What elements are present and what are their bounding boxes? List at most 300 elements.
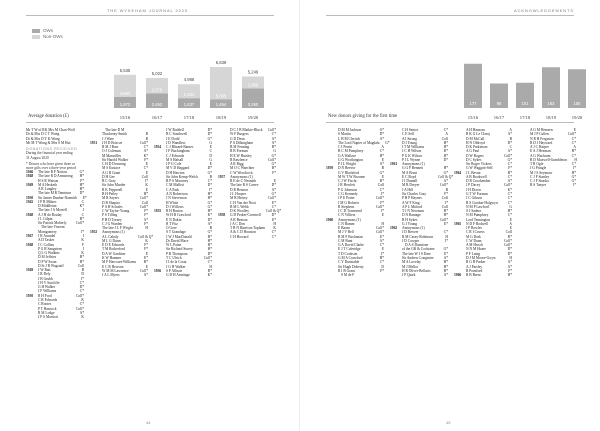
donor-house-code: B* <box>379 179 384 184</box>
donor-house-code: H <box>209 264 212 269</box>
donor-name: D Middleton <box>38 204 57 209</box>
donor-row <box>90 273 148 277</box>
donor-name: A R Longley <box>38 187 57 192</box>
donor-house-code: C* <box>571 153 576 158</box>
donor-name: D A S Dunstone <box>405 243 429 248</box>
donor-house-code: Coll & Q* <box>266 209 282 214</box>
bar-total-label: 5,249 <box>247 69 259 75</box>
donor-name: B S Tanyer <box>530 183 547 188</box>
note-line: Mr M T Wong & Mrs S M Hui <box>26 140 71 145</box>
donor-name: J E Dodd <box>166 136 180 141</box>
donor-name: A D Tasker <box>38 238 55 243</box>
bar-value-label: 1,872 <box>119 102 131 107</box>
donor-name: B M L Webb <box>230 204 249 209</box>
donor-name: W L Paine <box>166 243 182 248</box>
donor-house-code: B <box>445 187 448 192</box>
donor-name: W F Burgess <box>230 132 249 137</box>
donor-name: D W Rogers <box>466 153 484 158</box>
donor-house-code: I* <box>145 179 148 184</box>
donor-name: L H M Cleritch <box>338 136 361 141</box>
donor-name: J A L Myers <box>102 273 120 278</box>
donor-house-code: C* <box>571 140 576 145</box>
donor-house-code: F* <box>272 170 276 175</box>
donor-year: 1956 <box>154 268 162 273</box>
donor-house-code: F* <box>380 268 384 273</box>
donor-name: R S Gordon-Holgwyn <box>466 200 498 205</box>
donor-name: S J Sadera <box>466 209 481 214</box>
donor-name: M S Eustace <box>102 166 121 171</box>
donor-name: The late R S Carrev <box>230 183 259 188</box>
donor-name: The late W I S Dare <box>402 251 431 256</box>
donor-name: B M Fenning <box>230 145 250 150</box>
donor-name: D C J B Blaikie-Bluck <box>230 128 263 132</box>
x-tick-label: 16/17 <box>493 115 505 120</box>
donor-year: 1964 <box>454 170 462 175</box>
donor-house-code: C* <box>507 213 512 218</box>
donor-year: 1948 <box>26 242 34 247</box>
x-tick-label: 16/17 <box>151 115 163 120</box>
donor-list-column <box>90 128 154 278</box>
donor-house-code: C* <box>571 136 576 141</box>
donor-year: 1950 <box>26 293 34 298</box>
donor-name: C W Dunn <box>466 238 482 243</box>
donor-name: J H V Sutcliffe <box>38 280 60 285</box>
donor-house-code: F* <box>444 191 448 196</box>
donor-name: R I B Grant <box>338 268 355 273</box>
donor-name: R Stephens <box>338 204 355 209</box>
donor-house-code: B <box>381 166 384 171</box>
donor-name: H N Oldroyd <box>466 140 485 145</box>
donor-name: J W J MacDonald <box>166 234 192 239</box>
donor-name: C N Bamm <box>338 221 355 226</box>
donor-house-code: D* <box>207 128 212 132</box>
donor-house-code: A* <box>379 128 384 132</box>
donor-house-code: F* <box>380 200 384 205</box>
donor-list-column <box>454 128 512 277</box>
donor-house-code: E* <box>82 195 87 200</box>
donor-house-code: K* <box>507 187 512 192</box>
donor-house-code: Coll <box>505 230 512 235</box>
donor-house-code: H <box>574 157 577 162</box>
donor-house-code: H* <box>143 191 148 196</box>
donor-house-code: B* <box>207 243 212 248</box>
donor-house-code: D* <box>507 140 512 145</box>
donor-name: E J T Coleridge <box>338 247 361 252</box>
donor-name: D A W Gardiner <box>102 251 126 256</box>
donor-house-code: I* <box>445 238 448 243</box>
donor-house-code: I <box>82 233 84 238</box>
donor-name: D R Crookenden <box>466 179 491 184</box>
donor-name: J C Gibson <box>466 196 482 201</box>
donor-house-code: E <box>145 187 148 192</box>
bar-value-label: 1,637 <box>183 102 195 107</box>
donor-house-code: C* <box>207 179 212 184</box>
donor-year: 1962 <box>390 226 398 231</box>
donor-house-code: A* <box>271 140 276 145</box>
donor-house-code: G* <box>507 157 512 162</box>
donor-house-code: B <box>209 226 212 231</box>
donor-name: R K Pepperell <box>102 187 123 192</box>
legend-label: OWs <box>43 28 53 33</box>
donor-house-code: G* <box>443 170 448 175</box>
donor-name: D M M Jackson <box>338 128 362 132</box>
donor-name: S T Grandage <box>166 230 186 235</box>
donor-house-code: D* <box>271 213 276 218</box>
donor-name: J P Quirk <box>402 273 416 278</box>
donor-year: 1959 <box>326 166 334 171</box>
donor-house-code: E* <box>144 255 148 260</box>
donor-name: A J C Harper <box>530 145 549 150</box>
donor-house-code: F* <box>144 247 148 252</box>
donor-name: P T Hancock <box>38 306 57 311</box>
donor-house-code: K* <box>143 153 148 158</box>
chart-title: New donors giving for the first time <box>328 114 398 119</box>
donor-name: T D Cookson <box>338 251 358 256</box>
donor-name: R Ponsford <box>466 268 483 273</box>
donor-house-code: E* <box>272 200 276 205</box>
donor-house-code: D* <box>207 132 212 137</box>
donor-name: G A Wallace <box>338 153 357 158</box>
donor-house-code: B* <box>271 145 276 150</box>
donor-name: T B N Harrison Topham <box>230 226 265 231</box>
donor-name: B H Petley <box>102 191 118 196</box>
donor-house-code: H* <box>443 153 448 158</box>
running-head: THE WYKEHAM JOURNAL 2020 <box>107 8 189 13</box>
donor-house-code: Coll* <box>76 306 84 311</box>
donor-house-code: E <box>509 226 512 231</box>
donor-name: J P E Potter <box>338 196 355 201</box>
donor-house-code: A* <box>379 136 384 141</box>
donor-name: B C Southwell <box>166 132 188 137</box>
donor-house-code: Coll & Q* <box>138 234 154 239</box>
donor-house-code: A <box>445 132 448 137</box>
donor-name: A R Benson <box>230 217 248 222</box>
donor-name: The late J A Morrell <box>38 208 67 213</box>
donor-house-code: H* <box>207 238 212 243</box>
donor-house-code: A <box>509 128 512 132</box>
donor-house-code: F* <box>144 157 148 162</box>
donor-house-code: D <box>209 153 212 158</box>
donor-house-code: A* <box>271 136 276 141</box>
donor-house-code: H* <box>79 182 84 187</box>
donor-house-code: E <box>273 179 276 184</box>
bar-value-label: 2,452 <box>151 102 163 107</box>
donor-house-code: A* <box>507 264 512 269</box>
donor-house-code: B* <box>79 255 84 260</box>
donor-name: R M F Buchanan <box>338 234 363 239</box>
donor-house-code: K* <box>207 273 212 278</box>
donor-house-code: I* <box>445 200 448 205</box>
donor-name: G W Waggott-Sell <box>466 166 493 171</box>
bar-value-label: 101 <box>521 101 529 106</box>
period-line: During the financial year ending <box>26 151 73 156</box>
donor-house-code: H* <box>443 264 448 269</box>
donor-house-code: A* <box>271 187 276 192</box>
donor-house-code: E <box>145 264 148 269</box>
donor-house-code <box>374 273 384 277</box>
donor-name: M R Sayers <box>102 196 119 201</box>
donor-house-code: G <box>209 140 212 145</box>
bar-value-label: 3,663 <box>119 90 131 96</box>
donor-name: P G R Sangstern <box>38 246 62 251</box>
donor-name: J W Batt <box>38 268 51 273</box>
donor-year <box>518 183 530 187</box>
bar-value-label: 98 <box>496 101 502 106</box>
donor-house-code: Coll* <box>504 238 512 243</box>
donor-name: C J W Fischi <box>338 179 357 184</box>
donor-year: 1949 <box>26 182 34 187</box>
right-page <box>300 0 600 431</box>
donor-name: T M Rotherford <box>102 247 125 252</box>
donor-name: D M Jeffries <box>38 255 57 260</box>
donor-house-code: D* <box>207 183 212 188</box>
donor-name: M L G Dunn <box>102 238 121 243</box>
donor-row <box>154 273 212 277</box>
donor-house-code: Coll <box>77 263 84 268</box>
donor-name: P H P Haynes <box>402 196 422 201</box>
header-rule <box>326 15 574 16</box>
donor-house-code: Coll* <box>268 196 276 201</box>
donor-name: R T Fitz <box>166 221 178 226</box>
donor-name: N N M Hoare <box>466 247 486 252</box>
x-tick-label: 17/18 <box>183 115 195 120</box>
donor-house-code: D* <box>507 251 512 256</box>
donor-house-code: G* <box>271 162 276 167</box>
donor-house-code: H* <box>571 170 576 175</box>
donor-name: J H Dixon <box>466 187 481 192</box>
donor-name: A G Paul <box>466 149 480 154</box>
donor-name: M Marseilles <box>102 153 122 158</box>
donor-name: R Rawlence <box>230 157 248 162</box>
legend-swatch <box>32 29 40 33</box>
donor-house-code: Coll* <box>376 230 384 235</box>
donor-name: P G K Wilson <box>402 153 422 158</box>
donor-name: C W Taylor-Young <box>102 209 130 214</box>
donor-house-code: C* <box>507 191 512 196</box>
donor-house-code: A* <box>207 221 212 226</box>
donor-name: G J Young <box>402 221 418 226</box>
donor-house-code: I <box>82 246 84 251</box>
donor-house-code: G* <box>571 174 576 179</box>
donor-name: C J Blizard-Barnes <box>166 145 194 150</box>
donor-name: R H Ford <box>38 293 52 298</box>
donor-name: M O C Waechter <box>230 166 255 171</box>
donor-house-code: B* <box>79 216 84 221</box>
donor-house-code: G* <box>271 191 276 196</box>
donor-house-code: Coll <box>441 196 448 201</box>
donor-name: J R Hewlett <box>338 183 355 188</box>
donor-name: J B Grubb <box>38 276 53 281</box>
donor-name: Sir Charles Gray <box>402 191 427 196</box>
donor-house-code: C* <box>79 280 84 285</box>
donor-name: J P Dacey <box>466 183 481 188</box>
donor-year: 1951 <box>90 140 98 145</box>
donor-house-code: A* <box>379 238 384 243</box>
donor-name: D M McCall <box>466 136 485 141</box>
donor-name: E Baum <box>338 226 350 231</box>
donor-house-code: D* <box>443 157 448 162</box>
donor-house-code: Coll <box>377 183 384 188</box>
donor-name: D St J R Wagstaff <box>38 263 64 268</box>
donor-house-code: A* <box>443 255 448 260</box>
note-line: Dr & Mrs D Y K Wong <box>26 136 60 141</box>
donor-house-code: K <box>273 226 276 231</box>
donor-name: D R Henson <box>230 187 248 192</box>
donor-house-code: Coll <box>441 204 448 209</box>
donor-name: C N Villiers <box>338 213 356 218</box>
donor-house-code: Coll* <box>440 217 448 222</box>
donor-name: A N Robertson <box>166 191 188 196</box>
donor-name: M A Brust <box>402 170 417 175</box>
donor-house-code: A <box>573 145 576 150</box>
donor-year: 1961 <box>390 162 398 167</box>
donor-house-code: E* <box>380 234 384 239</box>
donor-row <box>390 273 448 277</box>
donor-name: Q L G Watkins <box>38 251 60 256</box>
header-rule <box>26 15 274 16</box>
bar-total-label: 5,022 <box>151 70 163 76</box>
donor-house-code: H* <box>79 259 84 264</box>
donor-list-column <box>390 128 454 278</box>
donor-house-code: C* <box>379 149 384 154</box>
donor-name: C J Edwards <box>166 153 185 158</box>
donor-name: P J L Wynne <box>402 157 421 162</box>
donor-house-code: E <box>509 217 512 222</box>
donor-name: D C Sykes <box>466 157 482 162</box>
donor-name: T C Ulrich <box>166 255 182 260</box>
donor-name: A I Strong <box>402 136 417 141</box>
donor-name: The late J L F Wright <box>102 226 133 231</box>
donor-house-code: C* <box>379 187 384 192</box>
donor-house-code: I* <box>381 191 384 196</box>
donor-house-code: C <box>509 145 512 150</box>
donor-house-code: G* <box>443 247 448 252</box>
donor-house-code: K <box>145 238 148 243</box>
donor-name: Sir James Dunbar-Nasmith <box>38 195 77 200</box>
donor-name: C J F Stradia <box>530 179 549 184</box>
donor-house-code: F* <box>508 268 512 273</box>
donor-house-code: F* <box>144 221 148 226</box>
donor-name: O J Coleman <box>102 149 121 154</box>
donor-house-code: C* <box>507 174 512 179</box>
donor-row <box>326 273 384 277</box>
donor-list-column <box>518 128 576 188</box>
donor-name: E C R Hewson <box>102 264 124 269</box>
donor-name: G A David Clarke <box>338 243 364 248</box>
donor-house-code: B* <box>443 268 448 273</box>
donor-name: D B Shapiro <box>102 200 120 205</box>
donor-name: R D J Hayward <box>530 140 553 145</box>
donor-name: J P G Cole <box>166 162 182 167</box>
x-tick-label: 17/18 <box>519 115 531 120</box>
donor-name: J R Dely <box>38 272 51 277</box>
donor-house-code: F* <box>144 213 148 218</box>
donor-house-code: K* <box>79 204 84 209</box>
donor-house-code: G <box>273 149 276 154</box>
donor-house-code: D* <box>271 183 276 188</box>
donor-year: 1946 <box>26 170 34 174</box>
donor-house-code: I* <box>81 276 84 281</box>
donor-name: D P W Swan <box>38 259 57 264</box>
donor-house-code: G <box>209 157 212 162</box>
donor-name: P I L Wright <box>338 162 356 167</box>
donor-house-code: I* <box>381 251 384 256</box>
donor-name: J G Pringle <box>530 166 547 171</box>
donor-house-code: H* <box>207 196 212 201</box>
donor-name: S Martin <box>338 132 351 137</box>
bar-value-label: 155 <box>573 101 581 106</box>
donor-name: D H Gee <box>102 174 115 179</box>
donor-name: R E de C Nesmith <box>230 179 257 184</box>
donor-name: J M G Roberts <box>338 200 360 205</box>
donor-house-code: H* <box>507 209 512 214</box>
donor-year: 1955 <box>154 209 162 214</box>
donor-name: E A J Hexman <box>530 149 551 154</box>
donor-name: Montgomery <box>38 229 57 234</box>
donor-name: N R H Ferguson <box>530 136 554 141</box>
donor-name: M G Dark <box>466 234 481 239</box>
donor-house-code: A* <box>379 162 384 167</box>
donor-name: Sir Richard Storey <box>166 247 193 252</box>
donor-name: J L Hooper <box>230 191 247 196</box>
donor-name: N D F Rodwell <box>466 221 489 226</box>
donor-house-code: D* <box>79 191 84 196</box>
donor-house-code: A* <box>443 179 448 184</box>
donor-name: M S Halsall <box>166 157 184 162</box>
legend-label: Non-OWs <box>43 34 63 39</box>
donor-name: A W F King <box>402 200 420 205</box>
donor-name: J R Arundel <box>38 233 56 238</box>
donor-name: P A Dilkingham <box>230 140 254 145</box>
donor-house-code: G* <box>271 153 276 158</box>
bar-value-label: 5,385 <box>215 93 227 99</box>
donor-house-code: Coll* <box>376 226 384 231</box>
donor-house-code: I* <box>209 187 212 192</box>
donor-house-code: A* <box>507 179 512 184</box>
donor-house-code: H* <box>571 149 576 154</box>
donor-house-code: I* <box>573 183 576 188</box>
donor-house-code: C* <box>507 196 512 201</box>
donor-house-code: F* <box>144 243 148 248</box>
donor-house-code: B* <box>271 166 276 171</box>
donor-house-code: K <box>81 251 84 256</box>
donor-house-code: K <box>81 315 84 320</box>
donor-name: P F Laing <box>466 251 481 256</box>
donor-house-code: A* <box>79 310 84 315</box>
donor-name: J W Roddell <box>166 128 184 132</box>
donor-house-code: H <box>145 226 148 231</box>
donor-year: 1949 <box>26 268 34 273</box>
bar-value-label: 3,260 <box>247 102 259 107</box>
donor-house-code: H* <box>379 255 384 260</box>
running-head: ACKNOWLEDGEMENTS <box>514 8 574 13</box>
donor-house-code: Coll* <box>376 204 384 209</box>
donor-name: R M J Burr <box>102 145 119 150</box>
donor-name: G D Perker-Cornwell <box>230 213 261 218</box>
donor-name: J N Stevenson <box>166 196 187 201</box>
donor-name: C G Kennedy <box>338 191 358 196</box>
donor-name: M R Dreyer <box>402 183 420 188</box>
donor-name: C M Bunt <box>338 238 353 243</box>
donor-house-code: K <box>81 238 84 243</box>
donor-name: of the GR & Cochrane <box>402 247 435 252</box>
donor-house-code: C* <box>271 132 276 137</box>
donor-list-column <box>26 170 87 320</box>
donor-house-code: Coll* <box>140 268 148 273</box>
donor-name: C Rootes <box>38 302 52 307</box>
donor-house-code: B* <box>443 209 448 214</box>
donor-name: C W Woodcock <box>230 170 253 175</box>
